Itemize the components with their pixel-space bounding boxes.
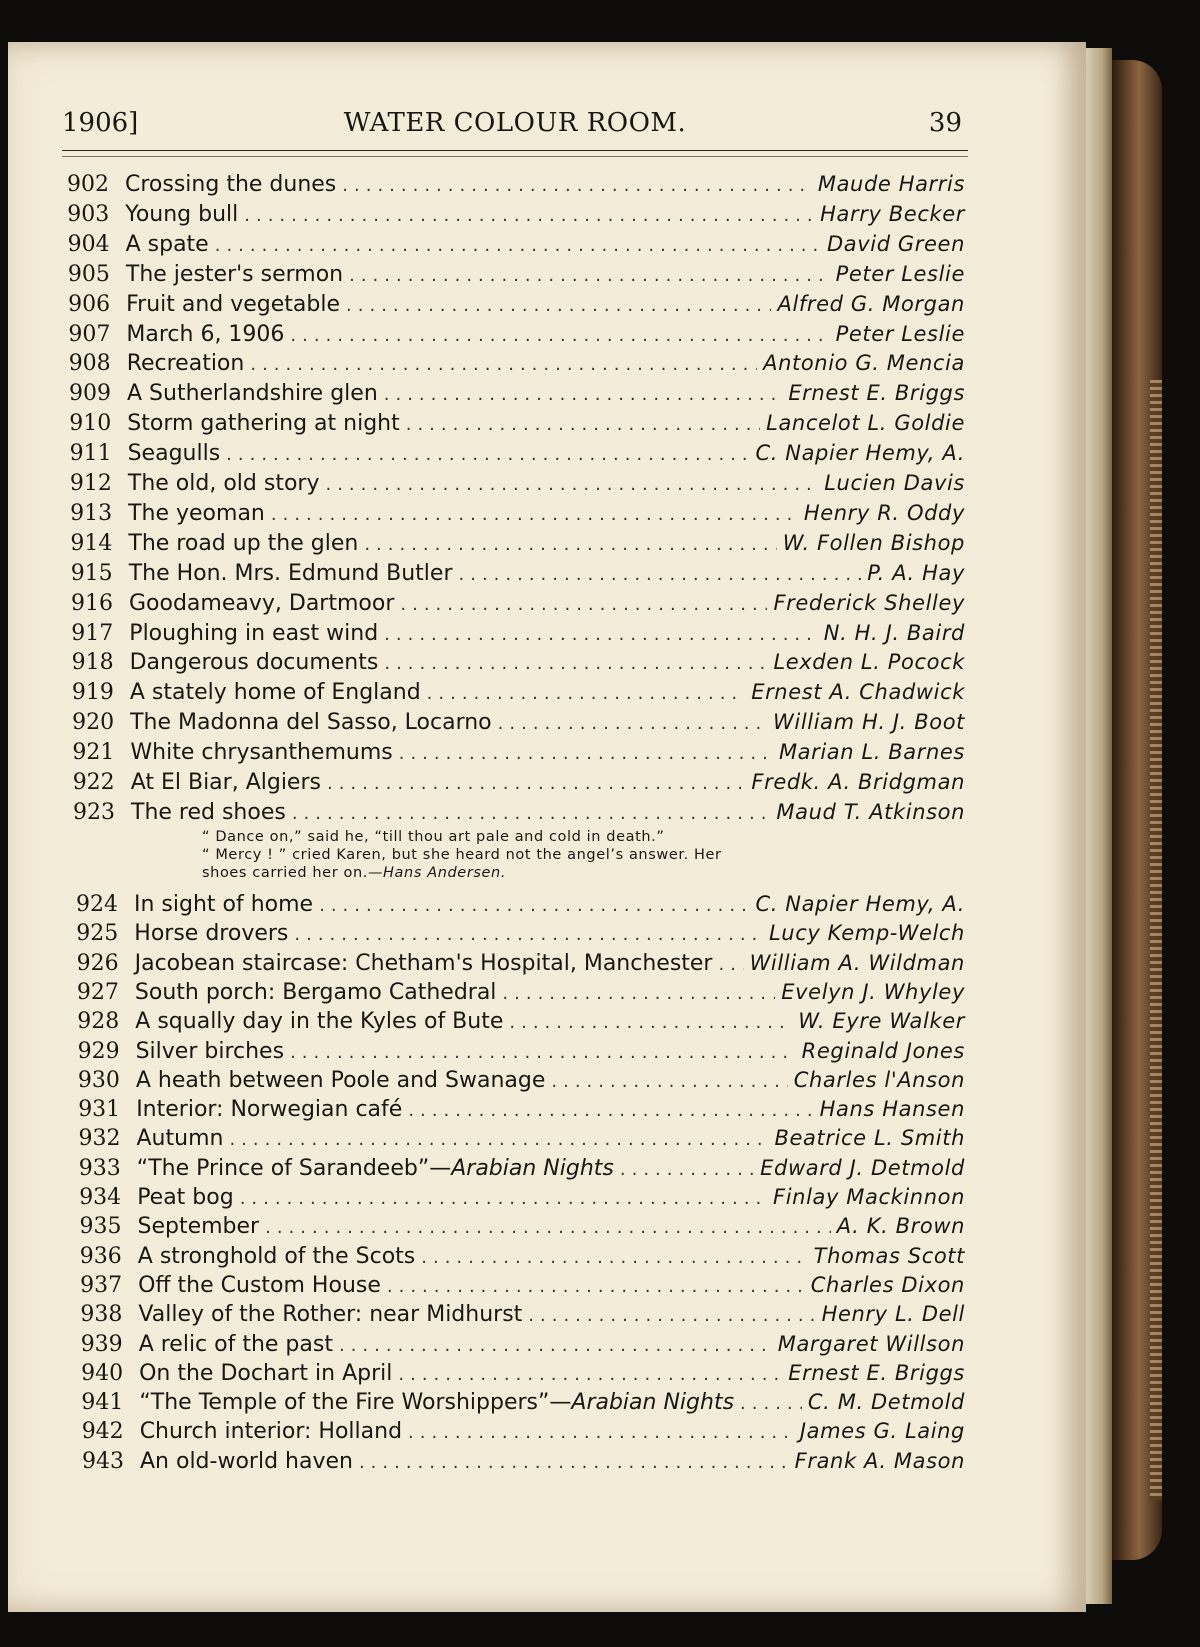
entry-title (138, 1244, 415, 1269)
catalogue-entry (72, 740, 965, 770)
entry-artist: P. A. Hay (867, 560, 965, 585)
leader-dots (528, 1305, 815, 1326)
leader-dots (319, 895, 749, 916)
entry-title-text: White chrysanthemums (130, 740, 393, 766)
entry-title-text: A relic of the past (138, 1331, 333, 1357)
entry-title-text: “The Prince of Sarandeeb”— (136, 1155, 452, 1181)
entry-artist: Finlay Mackinnon (773, 1185, 965, 1209)
entry-title-text: Valley of the Rother: near Midhurst (138, 1302, 523, 1328)
entry-title-text: At El Biar, Algiers (130, 770, 321, 795)
catalogue-entry (68, 232, 965, 262)
entry-number: 937 (80, 1272, 123, 1298)
entry-title-text: March 6, 1906 (126, 321, 285, 347)
entry-number: 930 (77, 1067, 120, 1093)
entry-title (130, 710, 492, 735)
entry-number: 938 (80, 1302, 123, 1328)
entry-title-text: A spate (125, 231, 209, 257)
entry-title-source: Arabian Nights (571, 1390, 735, 1416)
entry-title-text: Peat bog (137, 1185, 234, 1210)
entry-title (131, 770, 321, 795)
entry-title (126, 322, 284, 347)
catalogue-entry (69, 381, 965, 411)
entry-number: 902 (67, 172, 109, 197)
entry-artist: Fredk. A. Bridgman (751, 770, 965, 794)
entry-title (130, 740, 392, 765)
catalogue-entry (70, 531, 965, 561)
entry-artist: Harry Becker (820, 201, 965, 226)
entry-number: 933 (78, 1155, 121, 1181)
catalogue-entry (79, 1156, 965, 1186)
entry-title-text: The road up the glen (128, 530, 359, 556)
entry-number: 929 (77, 1038, 120, 1064)
entry-number: 919 (71, 680, 114, 706)
catalogue-entry (70, 441, 965, 471)
entry-artist: Frank A. Mason (794, 1448, 965, 1473)
entry-artist: William H. J. Boot (773, 710, 965, 735)
entry-title (126, 232, 209, 257)
entry-number: 917 (71, 620, 114, 646)
leader-dots (215, 235, 821, 256)
entry-title-text: The old, old story (127, 471, 320, 496)
entry-title-text: A Sutherlandshire glen (127, 381, 378, 407)
catalogue-entry (71, 561, 965, 591)
entry-number: 941 (81, 1390, 124, 1416)
entry-title (134, 892, 313, 917)
entry-title-text: The jester's sermon (125, 261, 344, 287)
entry-artist: Lancelot L. Goldie (766, 411, 965, 436)
entry-number: 911 (69, 441, 112, 467)
entry-artist: Reginald Jones (801, 1038, 965, 1063)
leader-dots (364, 534, 776, 555)
entry-title-text: The yeoman (128, 500, 265, 526)
entry-title (135, 1009, 503, 1034)
catalogue-entry (78, 1039, 965, 1069)
entry-title (128, 501, 265, 526)
catalogue-entry (80, 1244, 965, 1274)
entry-number: 921 (72, 740, 115, 766)
entry-title-text: The red shoes (131, 799, 286, 825)
entry-number: 936 (79, 1243, 122, 1269)
leader-dots (240, 1188, 767, 1209)
catalogue-entry (76, 921, 965, 951)
entry-artist: Margaret Willson (777, 1331, 965, 1356)
quote-attribution: Hans Andersen. (383, 865, 507, 881)
entry-number: 935 (79, 1214, 122, 1240)
entry-number: 912 (69, 471, 112, 496)
entry-artist: Peter Leslie (835, 261, 965, 286)
entry-title (138, 1273, 381, 1298)
entry-title (137, 1185, 234, 1210)
entry-title-text: Crossing the dunes (125, 172, 337, 197)
catalogue-entry (81, 1332, 965, 1362)
quote-line (202, 864, 842, 882)
entry-title-text: Dangerous documents (129, 650, 379, 676)
entry-artist: C. M. Detmold (807, 1390, 965, 1415)
entry-artist: Evelyn J. Whyley (781, 979, 965, 1004)
entry-artist: Edward J. Detmold (760, 1155, 965, 1180)
leader-dots (408, 1422, 794, 1443)
quote-line: “ Dance on,” said he, “till thou art pale and cold in death.” (202, 829, 665, 845)
leader-dots (384, 624, 818, 645)
entry-number: 923 (73, 799, 115, 825)
entry-title-text: Off the Custom House (138, 1272, 381, 1298)
entry-artist: Lucy Kemp-Welch (769, 921, 965, 946)
entry-title (128, 471, 320, 496)
entry-title (129, 591, 394, 616)
leader-dots (265, 1217, 831, 1238)
entry-number: 940 (81, 1360, 124, 1386)
page-number: 39 (928, 108, 962, 138)
catalogue-entry (79, 1185, 965, 1215)
entry-title-text: A stately home of England (129, 680, 421, 706)
entry-artist: Thomas Scott (813, 1243, 965, 1268)
catalogue-entry (80, 1302, 965, 1332)
entry-title-text: A heath between Poole and Swanage (135, 1067, 546, 1093)
entry-number: 922 (72, 770, 115, 795)
leader-dots (398, 1364, 782, 1385)
entry-title (140, 1449, 353, 1474)
entry-title (126, 292, 340, 317)
entry-title-text: In sight of home (134, 892, 314, 917)
leader-dots (292, 803, 771, 824)
entry-title (136, 1039, 284, 1064)
entry-title-text: Interior: Norwegian café (136, 1097, 403, 1123)
entry-number: 909 (69, 381, 111, 407)
entry-title (135, 980, 497, 1005)
catalogue-entry (68, 262, 965, 292)
entry-title (125, 202, 238, 227)
entry-title (127, 351, 245, 376)
entry-title-text: “The Temple of the Fire Worshippers”— (139, 1390, 572, 1416)
catalogue-entry (69, 411, 965, 441)
entry-artist: C. Napier Hemy, A. (755, 441, 965, 466)
entry-number: 928 (77, 1009, 120, 1035)
catalogue-entry (78, 1068, 965, 1098)
catalogue-entry (80, 1214, 966, 1244)
leader-dots (271, 504, 798, 525)
entry-number: 914 (70, 530, 113, 556)
entry-title-text: A squally day in the Kyles of Bute (135, 1009, 504, 1035)
entry-artist: William A. Wildman (749, 950, 965, 975)
entry-artist: Ernest A. Chadwick (751, 680, 965, 705)
entry-title-text: Storm gathering at night (127, 411, 400, 437)
leader-dots (459, 564, 862, 585)
leader-dots (250, 354, 757, 375)
entry-title-text: Goodameavy, Dartmoor (129, 590, 395, 616)
catalogue-entry (77, 951, 965, 981)
entry-title-text: A stronghold of the Scots (137, 1243, 416, 1269)
entry-number: 931 (78, 1097, 121, 1123)
leader-dots (718, 954, 743, 975)
catalogue-entry (73, 770, 965, 800)
header-year: 1906] (62, 108, 139, 138)
leader-dots (290, 325, 829, 346)
entry-artist: David Green (827, 231, 965, 256)
entry-title (137, 1156, 614, 1181)
leader-dots (325, 474, 818, 495)
entry-title (136, 1097, 402, 1122)
leader-dots (290, 1042, 796, 1063)
catalogue-entry (71, 591, 965, 621)
entry-number: 915 (70, 560, 113, 586)
entry-title (138, 1214, 260, 1239)
leader-dots (342, 175, 812, 196)
entry-title-text: Seagulls (127, 441, 221, 467)
leader-dots (244, 205, 814, 226)
entry-title-text: Autumn (136, 1126, 224, 1152)
entry-title-text: The Hon. Mrs. Edmund Butler (128, 560, 453, 586)
entry-title (139, 1390, 734, 1415)
entry-title-text: Ploughing in east wind (129, 620, 379, 646)
entry-number: 916 (71, 590, 113, 616)
entry-number: 908 (68, 351, 111, 377)
catalogue-entry (68, 322, 965, 352)
entry-title (128, 531, 358, 556)
catalogue-entry (73, 800, 965, 830)
leader-dots (226, 444, 749, 465)
entry-title (127, 381, 378, 406)
catalogue-entry (71, 621, 965, 651)
entry-title-text: Church interior: Holland (139, 1419, 403, 1445)
leader-dots (498, 713, 767, 734)
entry-number: 925 (76, 921, 119, 947)
entry-artist: Marian L. Barnes (778, 740, 965, 765)
entry-artist: Maud T. Atkinson (776, 799, 965, 824)
entry-title-text: South porch: Bergamo Cathedral (134, 979, 497, 1005)
leader-dots (387, 1276, 805, 1297)
leader-dots (406, 414, 760, 435)
entry-artist: Hans Hansen (819, 1097, 965, 1122)
leader-dots (384, 653, 767, 674)
entry-artist: Henry R. Oddy (803, 500, 965, 525)
leader-dots (384, 384, 783, 405)
leader-dots (327, 773, 745, 794)
catalogue-entry (69, 351, 965, 381)
entry-title (134, 921, 288, 946)
entry-artist: A. K. Brown (836, 1214, 965, 1239)
entry-title-text: The Madonna del Sasso, Locarno (130, 710, 492, 736)
leader-dots (359, 1452, 789, 1473)
catalogue-entry (70, 501, 965, 531)
entry-number: 920 (72, 710, 115, 736)
catalogue-entry (72, 650, 965, 680)
entry-title-text: September (137, 1214, 260, 1240)
entry-title (136, 1068, 545, 1093)
entry-artist: Frederick Shelley (773, 590, 965, 615)
entry-title-text: An old-world haven (140, 1448, 353, 1474)
entry-artist: Alfred G. Morgan (777, 291, 965, 316)
entry-artist: Ernest E. Briggs (788, 381, 965, 406)
entry-title-text: On the Dochart in April (139, 1360, 393, 1386)
entry-artist: C. Napier Hemy, A. (755, 892, 965, 916)
entry-artist: Henry L. Dell (821, 1302, 965, 1327)
catalogue-entry (72, 710, 965, 740)
entry-title (130, 680, 421, 705)
catalogue-entry (67, 202, 965, 232)
entry-title-source: Arabian Nights (451, 1155, 614, 1181)
entry-title (129, 621, 378, 646)
leader-dots (229, 1129, 768, 1150)
entry-number: 926 (76, 950, 119, 976)
entry-title (139, 1361, 392, 1386)
catalogue-entry (79, 1126, 966, 1156)
catalogue-entry (70, 471, 965, 501)
entry-number: 903 (67, 201, 110, 227)
catalogue-entry (82, 1449, 965, 1479)
leader-dots (399, 743, 773, 764)
entry-title (129, 561, 453, 586)
leader-dots (740, 1393, 802, 1414)
leader-dots (339, 1335, 772, 1356)
entry-title (126, 262, 343, 287)
entry-artist: W. Eyre Walker (798, 1009, 965, 1034)
entry-number: 918 (71, 650, 114, 676)
entry-artist: W. Follen Bishop (782, 530, 965, 555)
catalogue-entry (81, 1361, 965, 1391)
catalogue-entry (68, 292, 965, 322)
entry-title (137, 1126, 224, 1151)
leader-dots (620, 1159, 754, 1180)
entry-title (138, 1302, 522, 1327)
entry-title (128, 441, 221, 466)
entry-title (127, 411, 399, 436)
entry-title (125, 172, 336, 197)
leader-dots (349, 265, 829, 286)
catalogue-entry (78, 1097, 965, 1127)
leader-dots (509, 1012, 792, 1033)
catalogue-entry (77, 980, 965, 1010)
leader-dots (427, 683, 746, 704)
entry-artist: Lucien Davis (824, 471, 965, 495)
entry-artist: Charles Dixon (810, 1272, 965, 1297)
entry-artist: Lexden L. Pocock (773, 650, 965, 675)
catalogue-entry (76, 892, 965, 922)
entry-artist: Peter Leslie (835, 321, 965, 346)
entry-number: 913 (70, 500, 113, 526)
entry-artist: Maude Harris (817, 172, 965, 196)
catalogue-entry (67, 172, 965, 202)
entry-artist: N. H. J. Baird (823, 620, 965, 645)
leader-dots (551, 1071, 787, 1092)
leader-dots (400, 594, 767, 615)
entry-title-text: Recreation (126, 351, 245, 377)
quote-text: shoes carried her on.— (202, 865, 384, 881)
catalogue-entry (82, 1419, 965, 1449)
entry-number: 927 (76, 979, 119, 1005)
quote-line: “ Mercy ! ” cried Karen, but she heard not the angel’s answer. Her (202, 847, 722, 863)
entry-title (139, 1332, 333, 1357)
entry-title-text: Horse drovers (134, 921, 289, 947)
entry-artist: Charles l'Anson (793, 1067, 965, 1092)
entry-title-text: Jacobean staircase: Chetham's Hospital, Manchester (134, 950, 713, 976)
entry-number: 939 (80, 1331, 123, 1357)
entry-artist: Beatrice L. Smith (774, 1126, 965, 1151)
entry-title (135, 951, 713, 976)
entry-number: 907 (68, 321, 111, 347)
entry-title-text: Young bull (125, 201, 239, 227)
entry-number: 942 (81, 1419, 124, 1445)
entry-number: 904 (67, 231, 110, 257)
leader-dots (294, 924, 763, 945)
entry-number: 934 (79, 1185, 122, 1210)
entry-title (140, 1419, 402, 1444)
catalogue-entry (80, 1273, 965, 1303)
entry-number: 910 (69, 411, 112, 437)
header-title: WATER COLOUR ROOM. (343, 108, 687, 138)
catalogue-entry (72, 680, 965, 710)
catalogue-entry (81, 1390, 965, 1420)
entry-number: 906 (68, 291, 111, 317)
entry-artist: Ernest E. Briggs (788, 1360, 965, 1385)
catalogue-entry (77, 1009, 965, 1039)
leader-dots (346, 295, 771, 316)
entry-number: 932 (78, 1126, 121, 1152)
leader-dots (502, 983, 775, 1004)
leader-dots (421, 1247, 807, 1268)
entry-artist: Antonio G. Mencia (763, 351, 965, 376)
entry-number: 943 (82, 1448, 124, 1474)
entry-number: 905 (67, 261, 110, 287)
entry-title (131, 800, 286, 825)
entry-title (130, 650, 379, 675)
entry-number: 924 (76, 892, 118, 917)
quotation-block (202, 828, 842, 882)
entry-title-text: Fruit and vegetable (126, 291, 341, 317)
entry-title-text: Silver birches (135, 1038, 285, 1064)
entry-artist: James G. Laing (799, 1419, 965, 1444)
leader-dots (408, 1100, 813, 1121)
